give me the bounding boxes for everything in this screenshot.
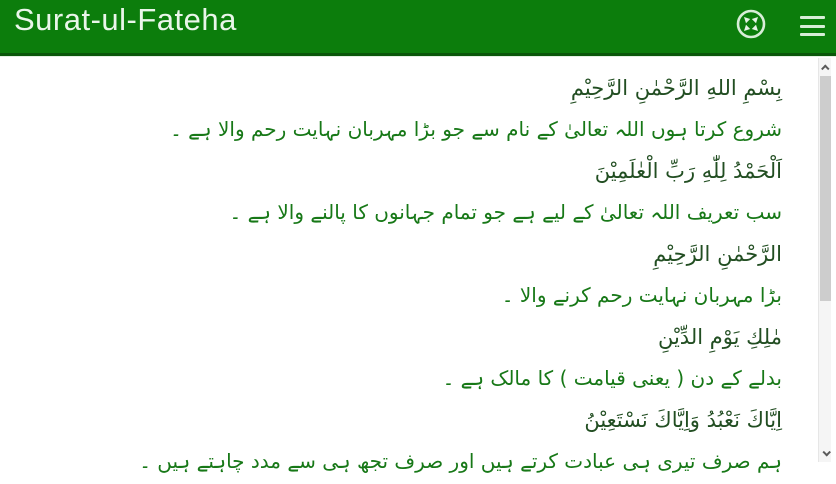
vertical-scrollbar[interactable] (818, 58, 831, 462)
arabic-verse-text: اَلْحَمْدُ لِلّٰهِ رَبِّ الْعٰلَمِيْنَ (594, 159, 782, 183)
urdu-translation-text: بڑا مہربان نہایت رحم کرنے والا ۔ (501, 283, 782, 307)
scroll-down-arrow-icon[interactable] (819, 445, 832, 460)
verse-block (20, 399, 782, 482)
scrollbar-thumb[interactable] (820, 76, 831, 301)
urdu-translation-text: سب تعریف اللہ تعالیٰ کے لیے ہے جو تمام جہانوں کا پالنے والا ہے ۔ (229, 200, 782, 224)
shrink-button[interactable] (735, 8, 767, 40)
arabic-verse-text: اِيَّاكَ نَعْبُدُ وَاِيَّاكَ نَسْتَعِيْنُ (584, 408, 782, 432)
verse-content-area[interactable] (0, 59, 818, 484)
app-header (0, 0, 836, 56)
arabic-verse-text: مٰلِكِ يَوْمِ الدِّيْنِ (657, 325, 782, 349)
urdu-translation-text: بدلے کے دن ( یعنی قیامت ) کا مالک ہے ۔ (442, 366, 782, 390)
page-title: Surat-ul-Fateha (14, 2, 237, 37)
shrink-collapse-icon (735, 28, 767, 43)
menu-button[interactable] (798, 13, 828, 39)
scroll-up-arrow-icon[interactable] (819, 60, 832, 75)
arabic-verse-text: بِسْمِ اللهِ الرَّحْمٰنِ الرَّحِيْمِ (570, 76, 782, 100)
verse-block (20, 233, 782, 316)
verse-block (20, 316, 782, 399)
verse-block (20, 150, 782, 233)
urdu-translation-text: ہم صرف تیری ہی عبادت کرتے ہیں اور صرف تجھ ہی سے مدد چاہتے ہیں ۔ (139, 449, 782, 473)
urdu-translation-text: شروع کرتا ہوں اللہ تعالیٰ کے نام سے جو بڑا مہربان نہایت رحم والا ہے ۔ (170, 117, 782, 141)
arabic-verse-text: الرَّحْمٰنِ الرَّحِيْمِ (653, 242, 782, 266)
hamburger-menu-icon (800, 16, 825, 19)
verse-block (20, 67, 782, 150)
